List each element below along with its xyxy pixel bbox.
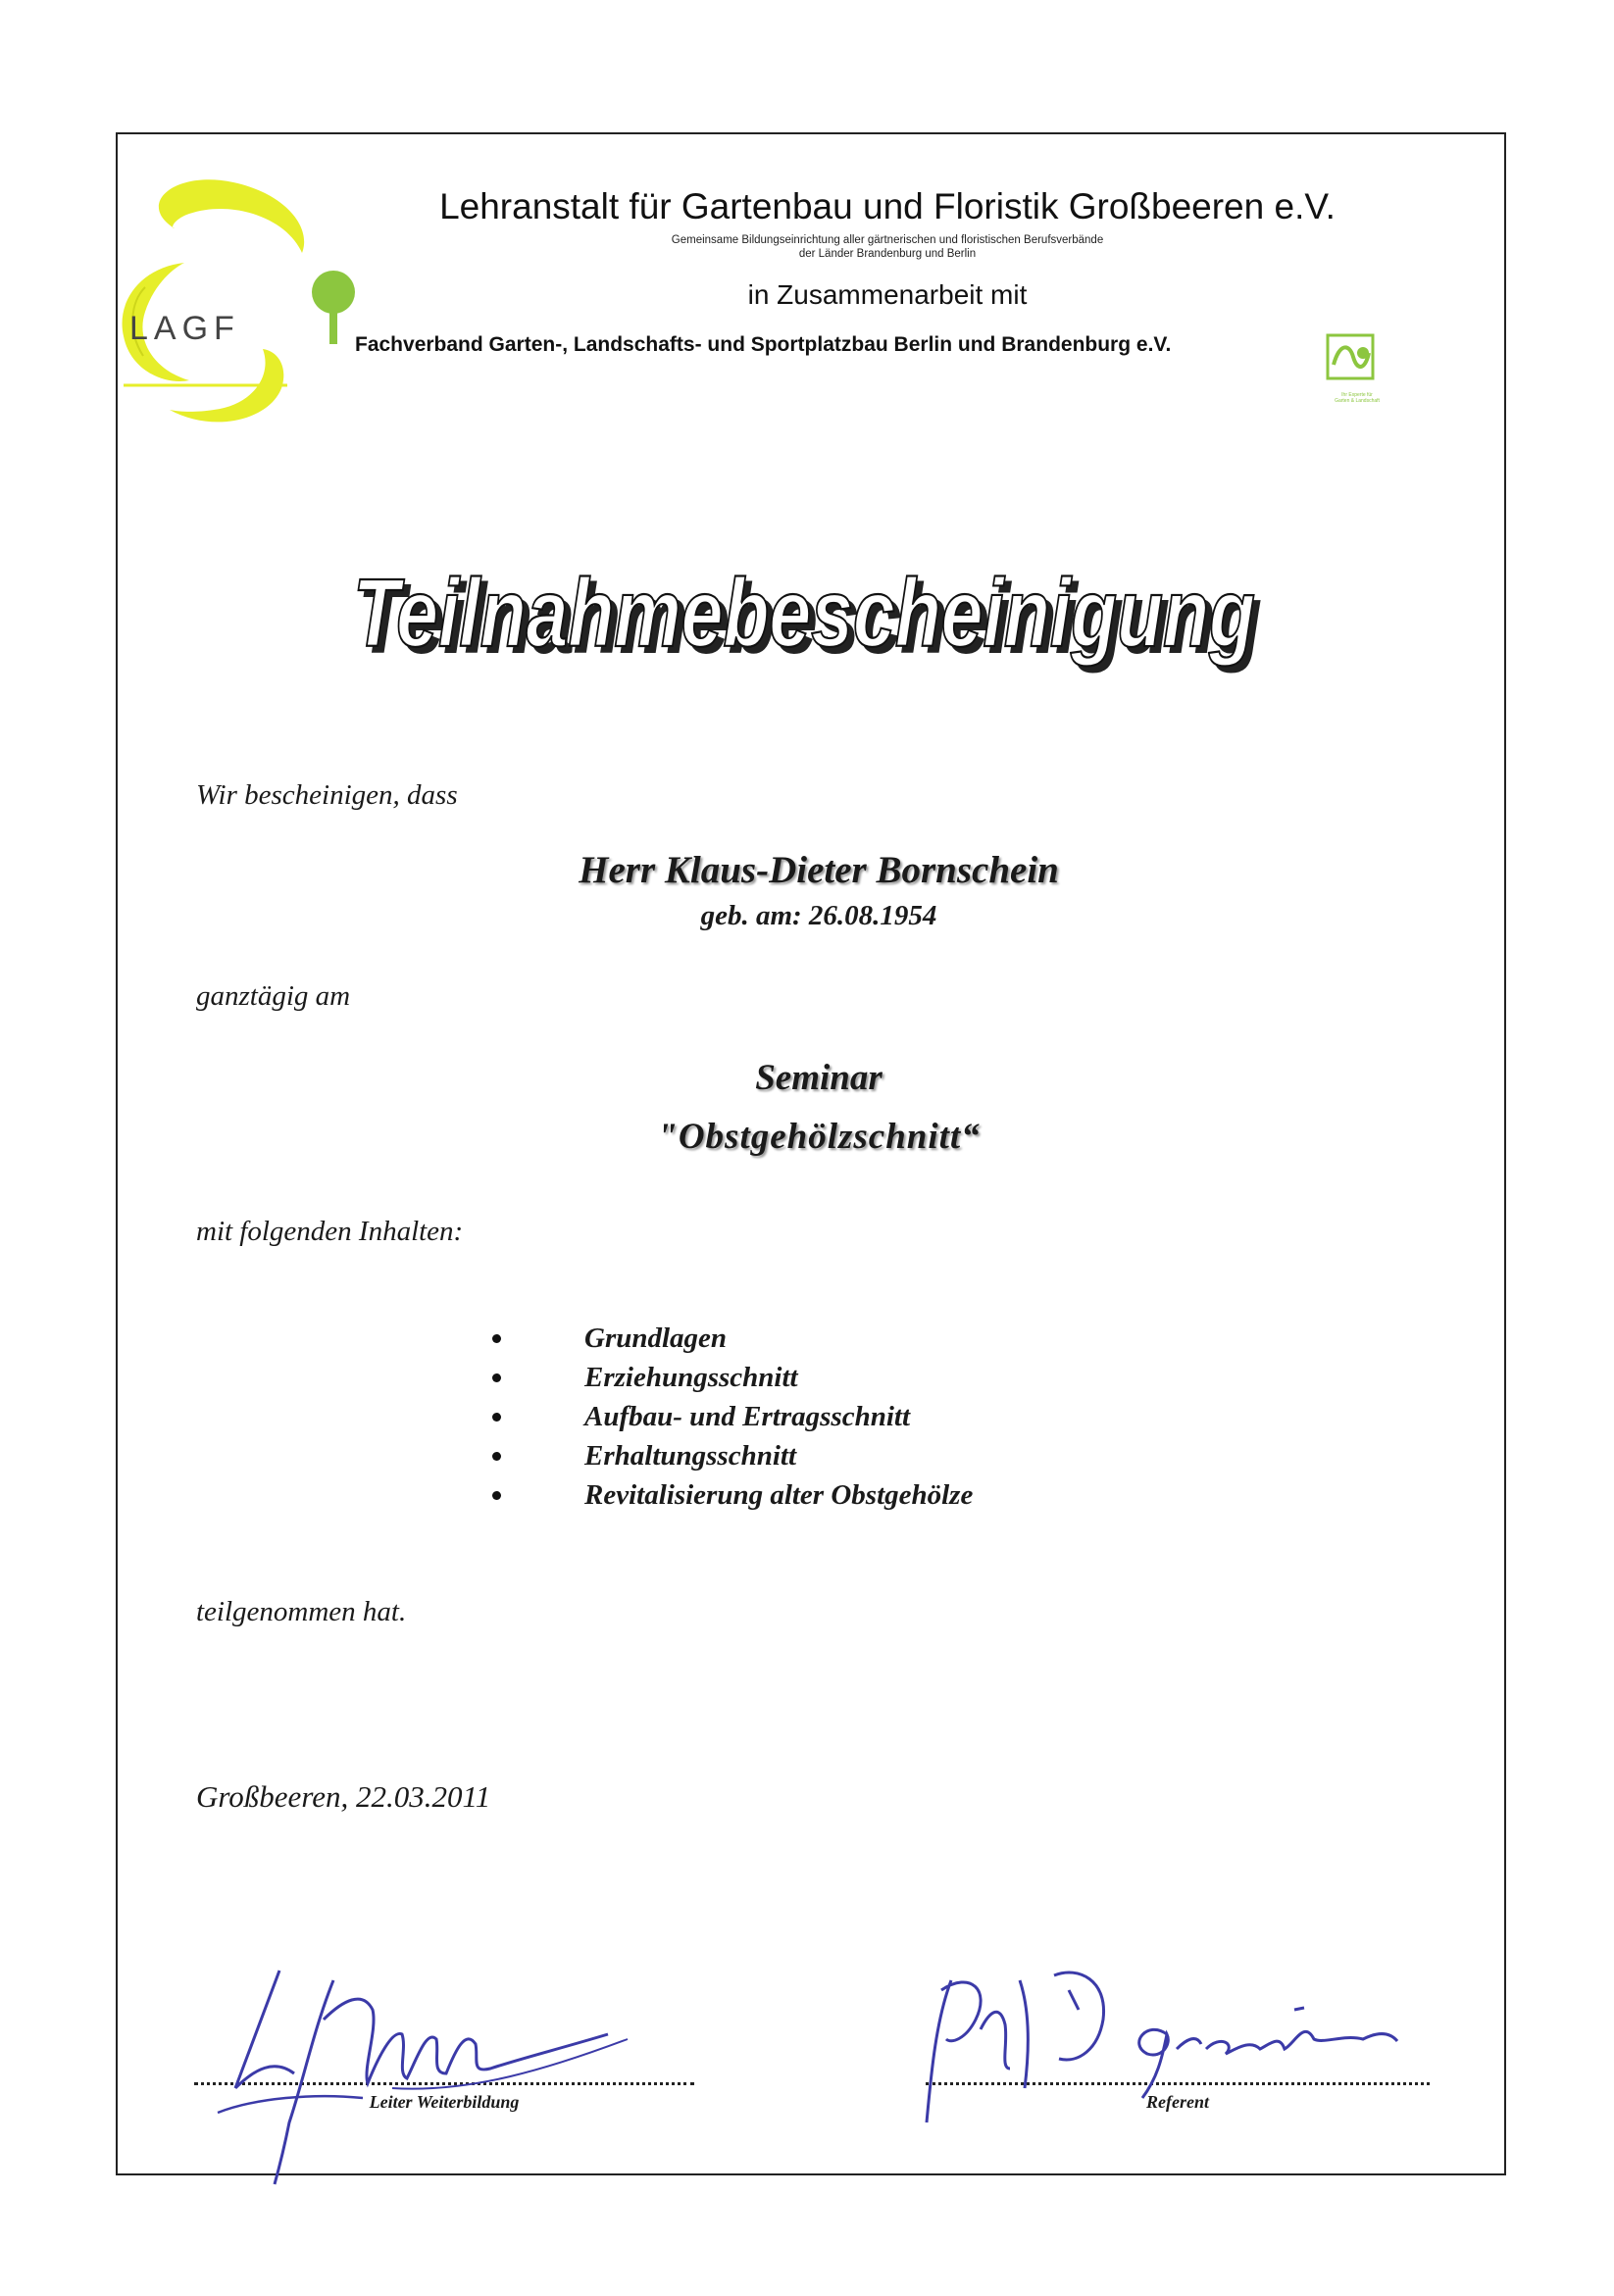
bullet-icon — [492, 1413, 501, 1422]
bullet-icon — [492, 1452, 501, 1461]
list-item — [488, 1358, 1175, 1397]
document-title-text: Teilnahmebescheinigung — [353, 559, 1255, 667]
institution-subtitle-line1: Gemeinsame Bildungseinrichtung aller gärtnerischen und floristischen Berufsverbände — [671, 234, 1104, 246]
lagf-logo — [116, 175, 361, 439]
logo-text: LAGF — [129, 310, 240, 347]
logo-tree-icon — [312, 271, 355, 314]
list-item — [488, 1475, 1175, 1515]
signature-line-left — [194, 2082, 694, 2085]
closing-text: teilgenommen hat. — [196, 1596, 407, 1627]
partner-association: Fachverband Garten-, Landschafts- und Sportplatzbau Berlin und Brandenburg e.V. — [355, 333, 1172, 356]
institution-subtitle-line2: der Länder Brandenburg und Berlin — [798, 248, 977, 260]
seminar-topic: "Obstgehölzschnitt“ — [657, 1117, 981, 1157]
partner-logo-caption-line1: Ihr Experte für — [1341, 392, 1373, 398]
document-title — [333, 559, 1275, 676]
partner-logo — [1324, 331, 1388, 420]
bullet-icon — [492, 1373, 501, 1382]
topic-label: Erziehungsschnitt — [584, 1362, 798, 1393]
document-title-shadow: Teilnahmebescheinigung — [359, 565, 1261, 673]
place-date: Großbeeren, 22.03.2011 — [196, 1779, 491, 1814]
duration-text: ganztägig am — [196, 980, 351, 1012]
topics-list — [488, 1319, 1175, 1515]
signature-caption-right: Referent — [1146, 2092, 1209, 2112]
institution-name: Lehranstalt für Gartenbau und Floristik Großbeeren e.V. — [439, 186, 1336, 226]
intro-text: Wir bescheinigen, dass — [196, 779, 458, 811]
participant-birthdate: geb. am: 26.08.1954 — [700, 900, 937, 931]
topic-label: Grundlagen — [584, 1323, 728, 1354]
seminar-label: Seminar — [755, 1058, 883, 1098]
bullet-icon — [492, 1334, 501, 1343]
signature-line-right — [926, 2082, 1430, 2085]
bullet-icon — [492, 1491, 501, 1500]
signature-caption-left: Leiter Weiterbildung — [369, 2092, 520, 2112]
topic-label: Aufbau- und Ertragsschnitt — [584, 1401, 911, 1432]
partner-logo-caption-line2: Garten & Landschaft — [1335, 398, 1380, 404]
list-item — [488, 1436, 1175, 1475]
topic-label: Revitalisierung alter Obstgehölze — [584, 1479, 974, 1511]
contents-intro: mit folgenden Inhalten: — [196, 1216, 464, 1247]
institution-subtitle — [378, 233, 1397, 261]
list-item — [488, 1397, 1175, 1436]
partner-logo-caption — [1318, 392, 1396, 404]
logo-swoosh-top — [159, 179, 304, 253]
list-item — [488, 1319, 1175, 1358]
topic-label: Erhaltungsschnitt — [584, 1440, 796, 1472]
cooperation-text: in Zusammenarbeit mit — [747, 279, 1028, 310]
participant-name: Herr Klaus-Dieter Bornschein — [579, 849, 1059, 891]
